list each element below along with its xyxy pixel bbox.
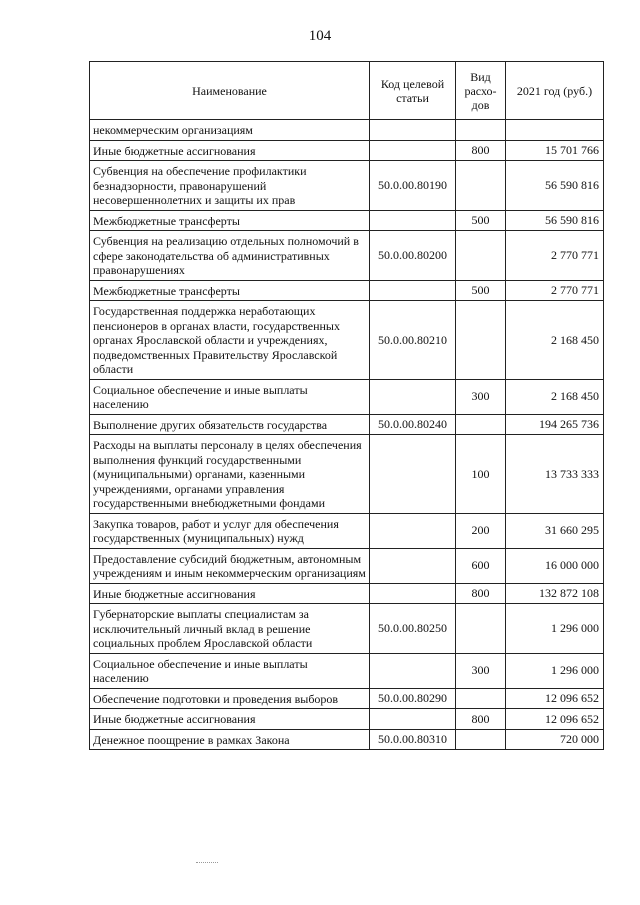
row-code xyxy=(370,583,456,604)
budget-table xyxy=(89,61,604,750)
row-sum: 56 590 816 xyxy=(506,161,604,211)
row-type: 800 xyxy=(456,709,506,730)
row-code xyxy=(370,513,456,548)
table-row xyxy=(90,161,604,211)
row-code xyxy=(370,653,456,688)
row-name: Социальное обеспечение и иные выплаты населению xyxy=(90,653,370,688)
row-sum: 12 096 652 xyxy=(506,688,604,709)
table-header-row xyxy=(90,62,604,120)
header-code: Код целевой статьи xyxy=(370,62,456,120)
row-type xyxy=(456,161,506,211)
row-code xyxy=(370,280,456,301)
table-row xyxy=(90,231,604,281)
row-sum: 132 872 108 xyxy=(506,583,604,604)
row-name: Иные бюджетные ассигнования xyxy=(90,709,370,730)
row-sum: 16 000 000 xyxy=(506,548,604,583)
row-code xyxy=(370,140,456,161)
row-type: 800 xyxy=(456,140,506,161)
table-row xyxy=(90,548,604,583)
table-row xyxy=(90,280,604,301)
row-name: Государственная поддержка неработающих пенсионеров в органах власти, государственных органах Ярославской области и учреждениях, подведомственных Правительству Ярославской области xyxy=(90,301,370,380)
table-row xyxy=(90,210,604,231)
row-name: Выполнение других обязательств государства xyxy=(90,414,370,435)
row-type xyxy=(456,231,506,281)
table-row xyxy=(90,709,604,730)
row-type: 300 xyxy=(456,653,506,688)
row-code: 50.0.00.80250 xyxy=(370,604,456,654)
table-row xyxy=(90,583,604,604)
row-sum: 15 701 766 xyxy=(506,140,604,161)
table-row xyxy=(90,513,604,548)
row-name: Денежное поощрение в рамках Закона xyxy=(90,729,370,750)
row-code: 50.0.00.80210 xyxy=(370,301,456,380)
row-type xyxy=(456,688,506,709)
row-sum: 194 265 736 xyxy=(506,414,604,435)
row-sum: 13 733 333 xyxy=(506,435,604,514)
row-name: Иные бюджетные ассигнования xyxy=(90,140,370,161)
row-sum: 720 000 xyxy=(506,729,604,750)
row-sum: 2 168 450 xyxy=(506,301,604,380)
row-type: 800 xyxy=(456,583,506,604)
row-sum: 2 168 450 xyxy=(506,379,604,414)
row-sum: 1 296 000 xyxy=(506,604,604,654)
row-code: 50.0.00.80240 xyxy=(370,414,456,435)
row-name: Иные бюджетные ассигнования xyxy=(90,583,370,604)
row-name: Закупка товаров, работ и услуг для обеспечения государственных (муниципальных) нужд xyxy=(90,513,370,548)
row-code: 50.0.00.80290 xyxy=(370,688,456,709)
row-code: 50.0.00.80310 xyxy=(370,729,456,750)
table-row xyxy=(90,120,604,141)
row-code xyxy=(370,120,456,141)
table-row xyxy=(90,604,604,654)
row-name: некоммерческим организациям xyxy=(90,120,370,141)
header-name: Наименование xyxy=(90,62,370,120)
row-code: 50.0.00.80190 xyxy=(370,161,456,211)
row-type: 100 xyxy=(456,435,506,514)
page-number: 104 xyxy=(308,28,332,44)
row-name: Губернаторские выплаты специалистам за исключительный личный вклад в решение социальных проблем Ярославской области xyxy=(90,604,370,654)
table-row xyxy=(90,140,604,161)
row-code: 50.0.00.80200 xyxy=(370,231,456,281)
header-type: Вид расхо-дов xyxy=(456,62,506,120)
row-type xyxy=(456,120,506,141)
row-type xyxy=(456,729,506,750)
row-type: 500 xyxy=(456,280,506,301)
table-row xyxy=(90,414,604,435)
row-type: 200 xyxy=(456,513,506,548)
row-sum: 31 660 295 xyxy=(506,513,604,548)
table-row xyxy=(90,688,604,709)
row-code xyxy=(370,210,456,231)
row-type xyxy=(456,414,506,435)
table-row xyxy=(90,653,604,688)
row-name: Межбюджетные трансферты xyxy=(90,210,370,231)
row-name: Расходы на выплаты персоналу в целях обеспечения выполнения функций государственными (муниципальными) органами, казенными учреждениями, органами управления государственными внебюджетными фондами xyxy=(90,435,370,514)
table-row xyxy=(90,435,604,514)
row-code xyxy=(370,709,456,730)
header-sum: 2021 год (руб.) xyxy=(506,62,604,120)
row-sum: 12 096 652 xyxy=(506,709,604,730)
row-code xyxy=(370,548,456,583)
row-sum: 56 590 816 xyxy=(506,210,604,231)
row-sum xyxy=(506,120,604,141)
row-sum: 2 770 771 xyxy=(506,280,604,301)
table-row xyxy=(90,729,604,750)
row-type xyxy=(456,604,506,654)
row-sum: 1 296 000 xyxy=(506,653,604,688)
row-type: 600 xyxy=(456,548,506,583)
row-name: Межбюджетные трансферты xyxy=(90,280,370,301)
row-code xyxy=(370,435,456,514)
row-code xyxy=(370,379,456,414)
row-type xyxy=(456,301,506,380)
row-name: Субвенция на реализацию отдельных полномочий в сфере законодательства об административных правонарушениях xyxy=(90,231,370,281)
row-name: Обеспечение подготовки и проведения выборов xyxy=(90,688,370,709)
scan-artifact-dots xyxy=(196,862,218,864)
table-row xyxy=(90,379,604,414)
row-name: Субвенция на обеспечение профилактики безнадзорности, правонарушений несовершеннолетних и защиты их прав xyxy=(90,161,370,211)
row-name: Социальное обеспечение и иные выплаты населению xyxy=(90,379,370,414)
row-type: 300 xyxy=(456,379,506,414)
row-sum: 2 770 771 xyxy=(506,231,604,281)
row-name: Предоставление субсидий бюджетным, автономным учреждениям и иным некоммерческим организациям xyxy=(90,548,370,583)
row-type: 500 xyxy=(456,210,506,231)
table-row xyxy=(90,301,604,380)
